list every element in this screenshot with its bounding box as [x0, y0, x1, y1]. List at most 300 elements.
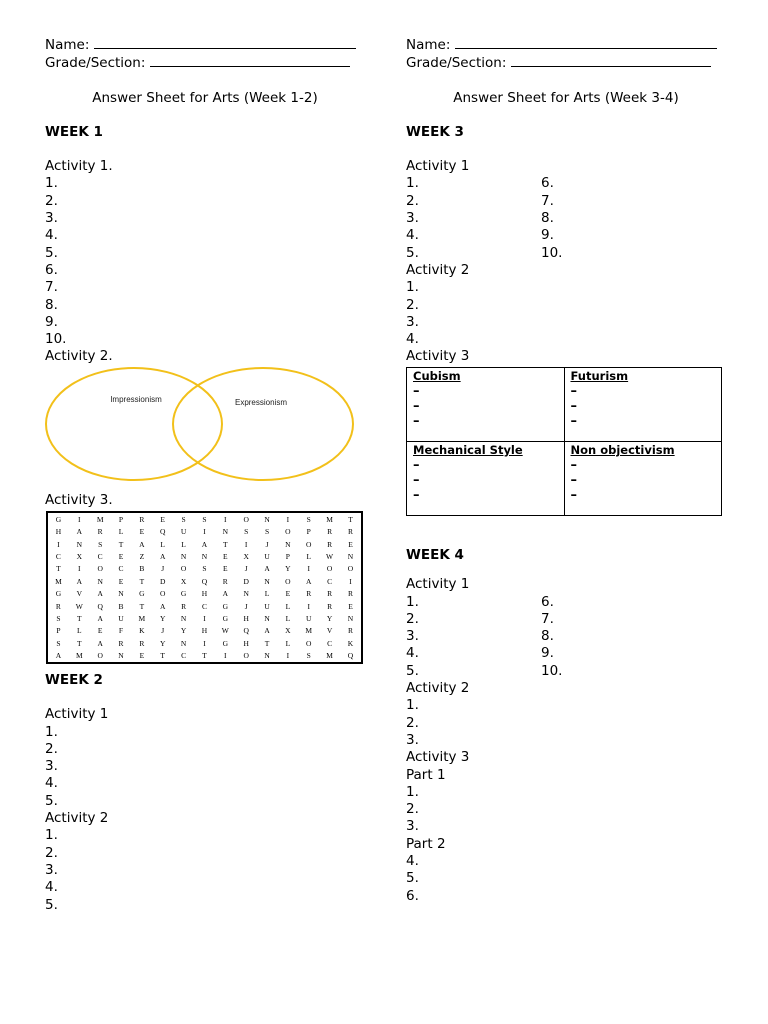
word-search-letter[interactable]: O	[243, 651, 249, 661]
answer-item[interactable]: 2.	[406, 714, 419, 731]
week2-activity1: Activity 1	[45, 706, 109, 723]
word-search-letter[interactable]: A	[55, 651, 62, 661]
word-search-letter[interactable]: U	[264, 551, 270, 561]
week2-heading: WEEK 2	[45, 672, 103, 688]
word-search-letter[interactable]: A	[264, 626, 270, 636]
word-search-letter[interactable]: R	[139, 514, 145, 524]
word-search-letter[interactable]: B	[139, 564, 145, 574]
word-search-letter[interactable]: K	[347, 638, 354, 648]
answer-item[interactable]: 6.	[406, 887, 419, 904]
week1-activity1: Activity 1.	[45, 158, 113, 175]
word-search-letter[interactable]: I	[224, 514, 227, 524]
answer-item[interactable]: 3.	[406, 210, 419, 227]
word-search-letter[interactable]: V	[326, 626, 333, 636]
word-search-letter[interactable]: F	[118, 626, 124, 636]
word-search-letter[interactable]: O	[306, 539, 312, 549]
dash: –	[413, 383, 420, 399]
week4-part1-list	[406, 784, 726, 836]
non-objectivism-cell[interactable]	[564, 441, 722, 515]
word-search-letter[interactable]: N	[118, 589, 124, 599]
word-search-letter[interactable]: N	[264, 613, 270, 623]
word-search-letter[interactable]: D	[243, 576, 249, 586]
answer-item[interactable]: 4.	[45, 775, 58, 792]
answer-item[interactable]: 3.	[406, 731, 419, 748]
answer-item[interactable]: 2.	[45, 844, 58, 861]
word-search-letter[interactable]: C	[118, 564, 124, 574]
grade-blank[interactable]	[150, 54, 350, 67]
word-search-row	[48, 612, 361, 624]
word-search-letter[interactable]: O	[285, 527, 291, 537]
answer-item[interactable]: 7.	[541, 192, 554, 209]
answer-item[interactable]: 9.	[541, 227, 554, 244]
word-search-letter[interactable]: U	[264, 601, 270, 611]
answer-item[interactable]: 2.	[45, 192, 58, 209]
word-search-letter[interactable]: O	[160, 589, 166, 599]
word-search-letter[interactable]: R	[327, 539, 333, 549]
mechanical-style-cell[interactable]	[407, 441, 565, 515]
grade-blank[interactable]	[511, 54, 711, 67]
word-search-letter[interactable]: I	[224, 651, 227, 661]
answer-item[interactable]: 1.	[406, 175, 419, 192]
word-search-row	[48, 525, 361, 537]
answer-item[interactable]: 5.	[45, 792, 58, 809]
word-search-letter[interactable]: E	[97, 626, 103, 636]
word-search-letter[interactable]: X	[285, 626, 291, 636]
week3-activity3: Activity 3	[406, 348, 470, 365]
word-search-letter[interactable]: G	[55, 589, 62, 599]
word-search-letter[interactable]: T	[264, 638, 270, 648]
word-search-letter[interactable]: N	[222, 527, 229, 537]
word-search-letter[interactable]: A	[97, 613, 103, 623]
answer-item[interactable]: 1.	[406, 593, 419, 610]
word-search-letter[interactable]: A	[76, 527, 82, 537]
answer-item[interactable]: 8.	[45, 296, 58, 313]
answer-item[interactable]: 1.	[45, 175, 58, 192]
venn-label-expressionism: Expressionism	[234, 397, 288, 407]
word-search-letter[interactable]: M	[138, 613, 146, 623]
word-search-letter[interactable]: A	[97, 638, 103, 648]
name-blank[interactable]	[94, 36, 356, 49]
word-search-letter[interactable]: R	[139, 638, 145, 648]
week4-part2: Part 2	[406, 835, 446, 852]
word-search-letter[interactable]: Y	[326, 613, 333, 623]
word-search-letter[interactable]: B	[118, 601, 124, 611]
week1-activity1-list	[45, 175, 365, 348]
word-search-letter[interactable]: E	[223, 564, 228, 574]
word-search-letter[interactable]: P	[285, 551, 290, 561]
answer-item[interactable]: 5.	[45, 244, 58, 261]
word-search-letter[interactable]: N	[264, 514, 270, 524]
dash: –	[570, 383, 577, 399]
week4-activity1: Activity 1	[406, 576, 470, 593]
word-search-letter[interactable]: J	[265, 539, 269, 549]
word-search-letter[interactable]: R	[306, 589, 312, 599]
word-search-letter[interactable]: H	[243, 638, 249, 648]
word-search-letter[interactable]: L	[264, 589, 270, 599]
word-search-letter[interactable]: W	[75, 601, 83, 611]
name-label: Name:	[45, 37, 90, 53]
word-search-letter[interactable]: S	[202, 514, 207, 524]
word-search-letter[interactable]: M	[326, 514, 333, 524]
week4-part1: Part 1	[406, 766, 446, 783]
week1-activity3: Activity 3.	[45, 491, 113, 508]
word-search-letter[interactable]: E	[118, 551, 124, 561]
week3-activity1-columns	[406, 175, 726, 261]
word-search-letter[interactable]: A	[97, 589, 103, 599]
answer-item[interactable]: 1.	[406, 783, 419, 800]
word-search-letter[interactable]: H	[201, 626, 208, 636]
answer-item[interactable]: 2.	[406, 801, 419, 818]
answer-item[interactable]: 2.	[45, 740, 58, 757]
word-search-letter[interactable]: Y	[180, 626, 187, 636]
grade-row	[406, 54, 726, 72]
word-search-letter[interactable]: R	[327, 527, 333, 537]
word-search-letter[interactable]: S	[181, 514, 186, 524]
cubism-cell[interactable]	[407, 367, 565, 441]
word-search-letter[interactable]: R	[327, 589, 333, 599]
word-search-letter[interactable]: E	[139, 527, 145, 537]
word-search-letter[interactable]: G	[139, 589, 145, 599]
word-search-letter[interactable]: W	[326, 551, 334, 561]
week1-activity2: Activity 2.	[45, 348, 113, 365]
word-search-letter[interactable]: T	[76, 638, 82, 648]
word-search-letter[interactable]: Y	[160, 638, 166, 648]
word-search-letter[interactable]: G	[180, 589, 187, 599]
answer-item[interactable]: 3.	[406, 313, 419, 330]
word-search-letter[interactable]: R	[327, 601, 333, 611]
answer-item[interactable]: 1.	[406, 697, 419, 714]
word-search-letter[interactable]: I	[203, 613, 206, 623]
word-search-letter[interactable]: R	[181, 601, 187, 611]
answer-item[interactable]: 4.	[406, 645, 419, 662]
word-search-letter[interactable]: A	[160, 601, 166, 611]
futurism-header: Futurism	[570, 368, 629, 383]
word-search-letter[interactable]: N	[285, 539, 291, 549]
word-search-letter[interactable]: E	[223, 551, 228, 561]
answer-item[interactable]: 2.	[406, 610, 419, 627]
word-search-letter[interactable]: I	[244, 539, 248, 549]
word-search-letter[interactable]: T	[202, 651, 207, 661]
word-search-letter[interactable]: A	[76, 576, 82, 586]
word-search-letter[interactable]: T	[118, 539, 124, 549]
answer-item[interactable]: 3.	[406, 628, 419, 645]
week4-activity1-columns	[406, 594, 726, 680]
word-search-letter[interactable]: N	[264, 576, 270, 586]
word-search-row	[48, 538, 361, 550]
word-search-letter[interactable]: I	[78, 564, 81, 574]
word-search-letter[interactable]: R	[348, 626, 354, 636]
word-search-letter[interactable]: G	[222, 638, 229, 648]
week3-heading: WEEK 3	[406, 123, 464, 140]
word-search-letter[interactable]: S	[306, 514, 311, 524]
week2-activity1-list	[45, 724, 365, 810]
word-search-letter[interactable]: W	[221, 626, 229, 636]
word-search-letter[interactable]: E	[285, 589, 291, 599]
word-search-letter[interactable]: R	[348, 589, 354, 599]
right-answer-sheet	[406, 36, 726, 516]
word-search-letter[interactable]: J	[244, 564, 248, 574]
futurism-cell[interactable]	[564, 367, 722, 441]
cubism-header: Cubism	[413, 368, 461, 383]
answer-item[interactable]: 5.	[406, 244, 419, 261]
word-search-letter[interactable]: L	[285, 601, 291, 611]
week2-section	[45, 672, 365, 914]
word-search-letter[interactable]: L	[160, 539, 166, 549]
word-search-letter[interactable]: A	[201, 539, 208, 549]
name-label: Name:	[406, 37, 451, 53]
word-search-letter[interactable]: S	[56, 613, 61, 623]
answer-item[interactable]: 5.	[45, 896, 58, 913]
answer-item[interactable]: 1.	[45, 827, 58, 844]
word-search-letter[interactable]: T	[76, 613, 82, 623]
answer-item[interactable]: 6.	[541, 593, 554, 610]
answer-item[interactable]: 10.	[541, 244, 563, 261]
word-search-letter[interactable]: T	[139, 601, 145, 611]
word-search-letter[interactable]: S	[202, 564, 207, 574]
answer-item[interactable]: 4.	[406, 227, 419, 244]
non-objectivism-header: Non objectivism	[570, 442, 675, 457]
word-search-letter[interactable]: O	[97, 564, 103, 574]
answer-column	[406, 594, 541, 680]
word-search-letter[interactable]: A	[160, 551, 166, 561]
word-search-letter[interactable]: N	[347, 613, 354, 623]
word-search-letter[interactable]: H	[201, 589, 208, 599]
word-search-letter[interactable]: O	[347, 564, 354, 574]
word-search-letter[interactable]: P	[306, 527, 311, 537]
word-search-letter[interactable]: R	[222, 576, 228, 586]
answer-item[interactable]: 6.	[541, 175, 554, 192]
answer-item[interactable]: 7.	[45, 279, 58, 296]
word-search-letter[interactable]: I	[349, 576, 352, 586]
word-search-letter[interactable]: M	[326, 651, 333, 661]
word-search-letter[interactable]: X	[180, 576, 187, 586]
word-search-letter[interactable]: E	[348, 539, 353, 549]
dash: –	[413, 398, 420, 414]
answer-item[interactable]: 5.	[406, 870, 419, 887]
word-search-letter[interactable]: Q	[243, 626, 249, 636]
answer-item[interactable]: 3.	[406, 818, 419, 835]
answer-item[interactable]: 2.	[406, 192, 419, 209]
answer-column	[541, 175, 676, 261]
word-search-letter[interactable]: N	[97, 576, 103, 586]
word-search-letter[interactable]: C	[327, 576, 333, 586]
answer-item[interactable]: 4.	[45, 227, 58, 244]
grade-label: Grade/Section:	[45, 55, 146, 72]
dash: –	[413, 413, 420, 429]
venn-label-impressionism: Impressionism	[110, 394, 162, 404]
week2-activity2: Activity 2	[45, 810, 109, 827]
word-search-letter[interactable]: J	[161, 564, 165, 574]
word-search-letter[interactable]: M	[96, 514, 104, 524]
word-search-letter[interactable]: T	[56, 564, 61, 574]
word-search-letter[interactable]: S	[264, 527, 270, 537]
word-search-letter[interactable]: C	[327, 638, 333, 648]
answer-item[interactable]: 8.	[541, 210, 554, 227]
word-search-letter[interactable]: O	[180, 564, 187, 574]
answer-item[interactable]: 10.	[541, 662, 563, 679]
word-search-letter[interactable]: R	[118, 638, 124, 648]
word-search-letter[interactable]: L	[285, 613, 291, 623]
word-search-letter[interactable]: E	[118, 576, 124, 586]
word-search-letter[interactable]: Q	[201, 576, 208, 586]
answer-item[interactable]: 2.	[406, 296, 419, 313]
answer-item[interactable]: 9.	[45, 313, 58, 330]
dash: –	[570, 398, 577, 414]
word-search-letter[interactable]: T	[160, 651, 166, 661]
word-search-letter[interactable]: A	[222, 589, 229, 599]
word-search-letter[interactable]: L	[76, 626, 82, 636]
word-search-row	[48, 587, 361, 599]
word-search-letter[interactable]: U	[118, 613, 124, 623]
answer-column	[406, 175, 541, 261]
answer-item[interactable]: 6.	[45, 261, 58, 278]
sheet-title: Answer Sheet for Arts (Week 3-4)	[453, 89, 679, 106]
word-search-letter[interactable]: E	[139, 651, 145, 661]
word-search-letter[interactable]: O	[306, 638, 312, 648]
word-search-letter[interactable]: Q	[97, 601, 103, 611]
word-search-letter[interactable]: C	[97, 551, 103, 561]
word-search-letter[interactable]: K	[139, 626, 145, 636]
word-search-letter[interactable]: D	[160, 576, 166, 586]
word-search-letter[interactable]: O	[285, 576, 291, 586]
word-search-letter[interactable]: I	[286, 651, 290, 661]
word-search-letter[interactable]: I	[286, 514, 290, 524]
word-search-letter[interactable]: T	[139, 576, 145, 586]
word-search-letter[interactable]: Y	[285, 564, 291, 574]
name-row	[45, 36, 365, 54]
word-search-letter[interactable]: C	[201, 601, 207, 611]
word-search-letter[interactable]: S	[244, 527, 249, 537]
word-search-letter[interactable]: N	[347, 551, 354, 561]
word-search-table	[48, 513, 361, 662]
answer-item[interactable]: 1.	[45, 723, 58, 740]
word-search-letter[interactable]: A	[139, 539, 145, 549]
word-search-letter[interactable]: S	[306, 651, 311, 661]
dash: –	[413, 472, 420, 488]
word-search-letter[interactable]: U	[180, 527, 187, 537]
grade-row	[45, 54, 365, 72]
word-search-letter[interactable]: N	[180, 613, 187, 623]
word-search-letter[interactable]: N	[264, 651, 270, 661]
word-search-letter[interactable]: M	[55, 576, 62, 586]
word-search-letter[interactable]: L	[306, 551, 312, 561]
word-search-letter[interactable]: X	[76, 551, 82, 561]
word-search-letter[interactable]: P	[118, 514, 124, 524]
answer-item[interactable]: 5.	[406, 662, 419, 679]
word-search-letter[interactable]: H	[55, 527, 62, 537]
word-search-letter[interactable]: I	[203, 527, 206, 537]
word-search-letter[interactable]: C	[181, 651, 187, 661]
word-search-letter[interactable]: O	[326, 564, 333, 574]
word-search-letter[interactable]: P	[56, 626, 61, 636]
dash: –	[413, 457, 420, 473]
answer-item[interactable]: 4.	[406, 331, 419, 348]
word-search-letter[interactable]: Q	[160, 527, 166, 537]
word-search-letter[interactable]: S	[56, 638, 61, 648]
week4-activity3: Activity 3	[406, 749, 470, 766]
answer-item[interactable]: 10.	[45, 331, 67, 348]
word-search-row	[48, 563, 361, 575]
dash: –	[570, 457, 577, 473]
mechanical-style-header: Mechanical Style	[413, 442, 523, 457]
word-search-letter[interactable]: R	[97, 527, 103, 537]
word-search-letter[interactable]: Y	[160, 613, 166, 623]
word-search-row	[48, 575, 361, 587]
word-search-letter[interactable]: N	[180, 638, 187, 648]
dash: –	[413, 487, 420, 503]
word-search-letter[interactable]: X	[243, 551, 249, 561]
word-search-letter[interactable]: U	[306, 613, 312, 623]
left-answer-sheet	[45, 36, 365, 509]
venn-diagram	[45, 366, 360, 484]
word-search-letter[interactable]: L	[181, 539, 186, 549]
word-search-letter[interactable]: H	[243, 613, 249, 623]
name-blank[interactable]	[455, 36, 717, 49]
word-search-letter[interactable]: Z	[139, 551, 145, 561]
word-search-letter[interactable]: G	[222, 613, 229, 623]
word-search-letter[interactable]: A	[306, 576, 312, 586]
word-search-row	[48, 600, 361, 612]
word-search-letter[interactable]: G	[222, 601, 229, 611]
word-search-letter[interactable]: O	[97, 651, 103, 661]
word-search-letter[interactable]: I	[78, 514, 81, 524]
answer-item[interactable]: 4.	[45, 879, 58, 896]
word-search-letter[interactable]: I	[203, 638, 206, 648]
answer-item[interactable]: 3.	[45, 210, 58, 227]
word-search-letter[interactable]: V	[76, 589, 82, 599]
word-search-letter[interactable]: R	[55, 601, 61, 611]
word-search-letter[interactable]: T	[348, 514, 353, 524]
word-search-letter[interactable]: M	[75, 651, 83, 661]
word-search-letter[interactable]: L	[118, 527, 124, 537]
answer-item[interactable]: 7.	[541, 610, 554, 627]
word-search-letter[interactable]: J	[161, 626, 165, 636]
word-search-letter[interactable]: A	[264, 564, 270, 574]
word-search-letter[interactable]: E	[348, 601, 353, 611]
word-search-letter[interactable]: I	[57, 539, 60, 549]
word-search-letter[interactable]: T	[223, 539, 228, 549]
word-search-letter[interactable]: N	[201, 551, 208, 561]
answer-item[interactable]: 3.	[45, 861, 58, 878]
word-search-letter[interactable]: N	[76, 539, 82, 549]
word-search-letter[interactable]: O	[243, 514, 249, 524]
word-search-letter[interactable]: S	[98, 539, 103, 549]
word-search-letter[interactable]: G	[55, 514, 62, 524]
word-search-row	[48, 637, 361, 649]
word-search-letter[interactable]: I	[307, 601, 310, 611]
word-search-letter[interactable]: Q	[347, 651, 354, 661]
week3-activity1: Activity 1	[406, 158, 470, 175]
word-search-letter[interactable]: I	[307, 564, 310, 574]
week4-activity2: Activity 2	[406, 680, 470, 697]
dash: –	[570, 413, 577, 429]
word-search-row	[48, 513, 361, 525]
answer-item[interactable]: 9.	[541, 645, 554, 662]
word-search-letter[interactable]: N	[243, 589, 249, 599]
answer-item[interactable]: 8.	[541, 628, 554, 645]
word-search-letter[interactable]: E	[160, 514, 166, 524]
word-search-letter[interactable]: C	[55, 551, 61, 561]
word-search-letter[interactable]: N	[118, 651, 124, 661]
word-search-letter[interactable]: R	[348, 527, 354, 537]
answer-item[interactable]: 4.	[406, 853, 419, 870]
answer-item[interactable]: 3.	[45, 758, 58, 775]
answer-item[interactable]: 1.	[406, 279, 419, 296]
word-search-letter[interactable]: M	[305, 626, 313, 636]
word-search-letter[interactable]: J	[244, 601, 248, 611]
word-search-letter[interactable]: L	[285, 638, 291, 648]
word-search-letter[interactable]: N	[180, 551, 187, 561]
